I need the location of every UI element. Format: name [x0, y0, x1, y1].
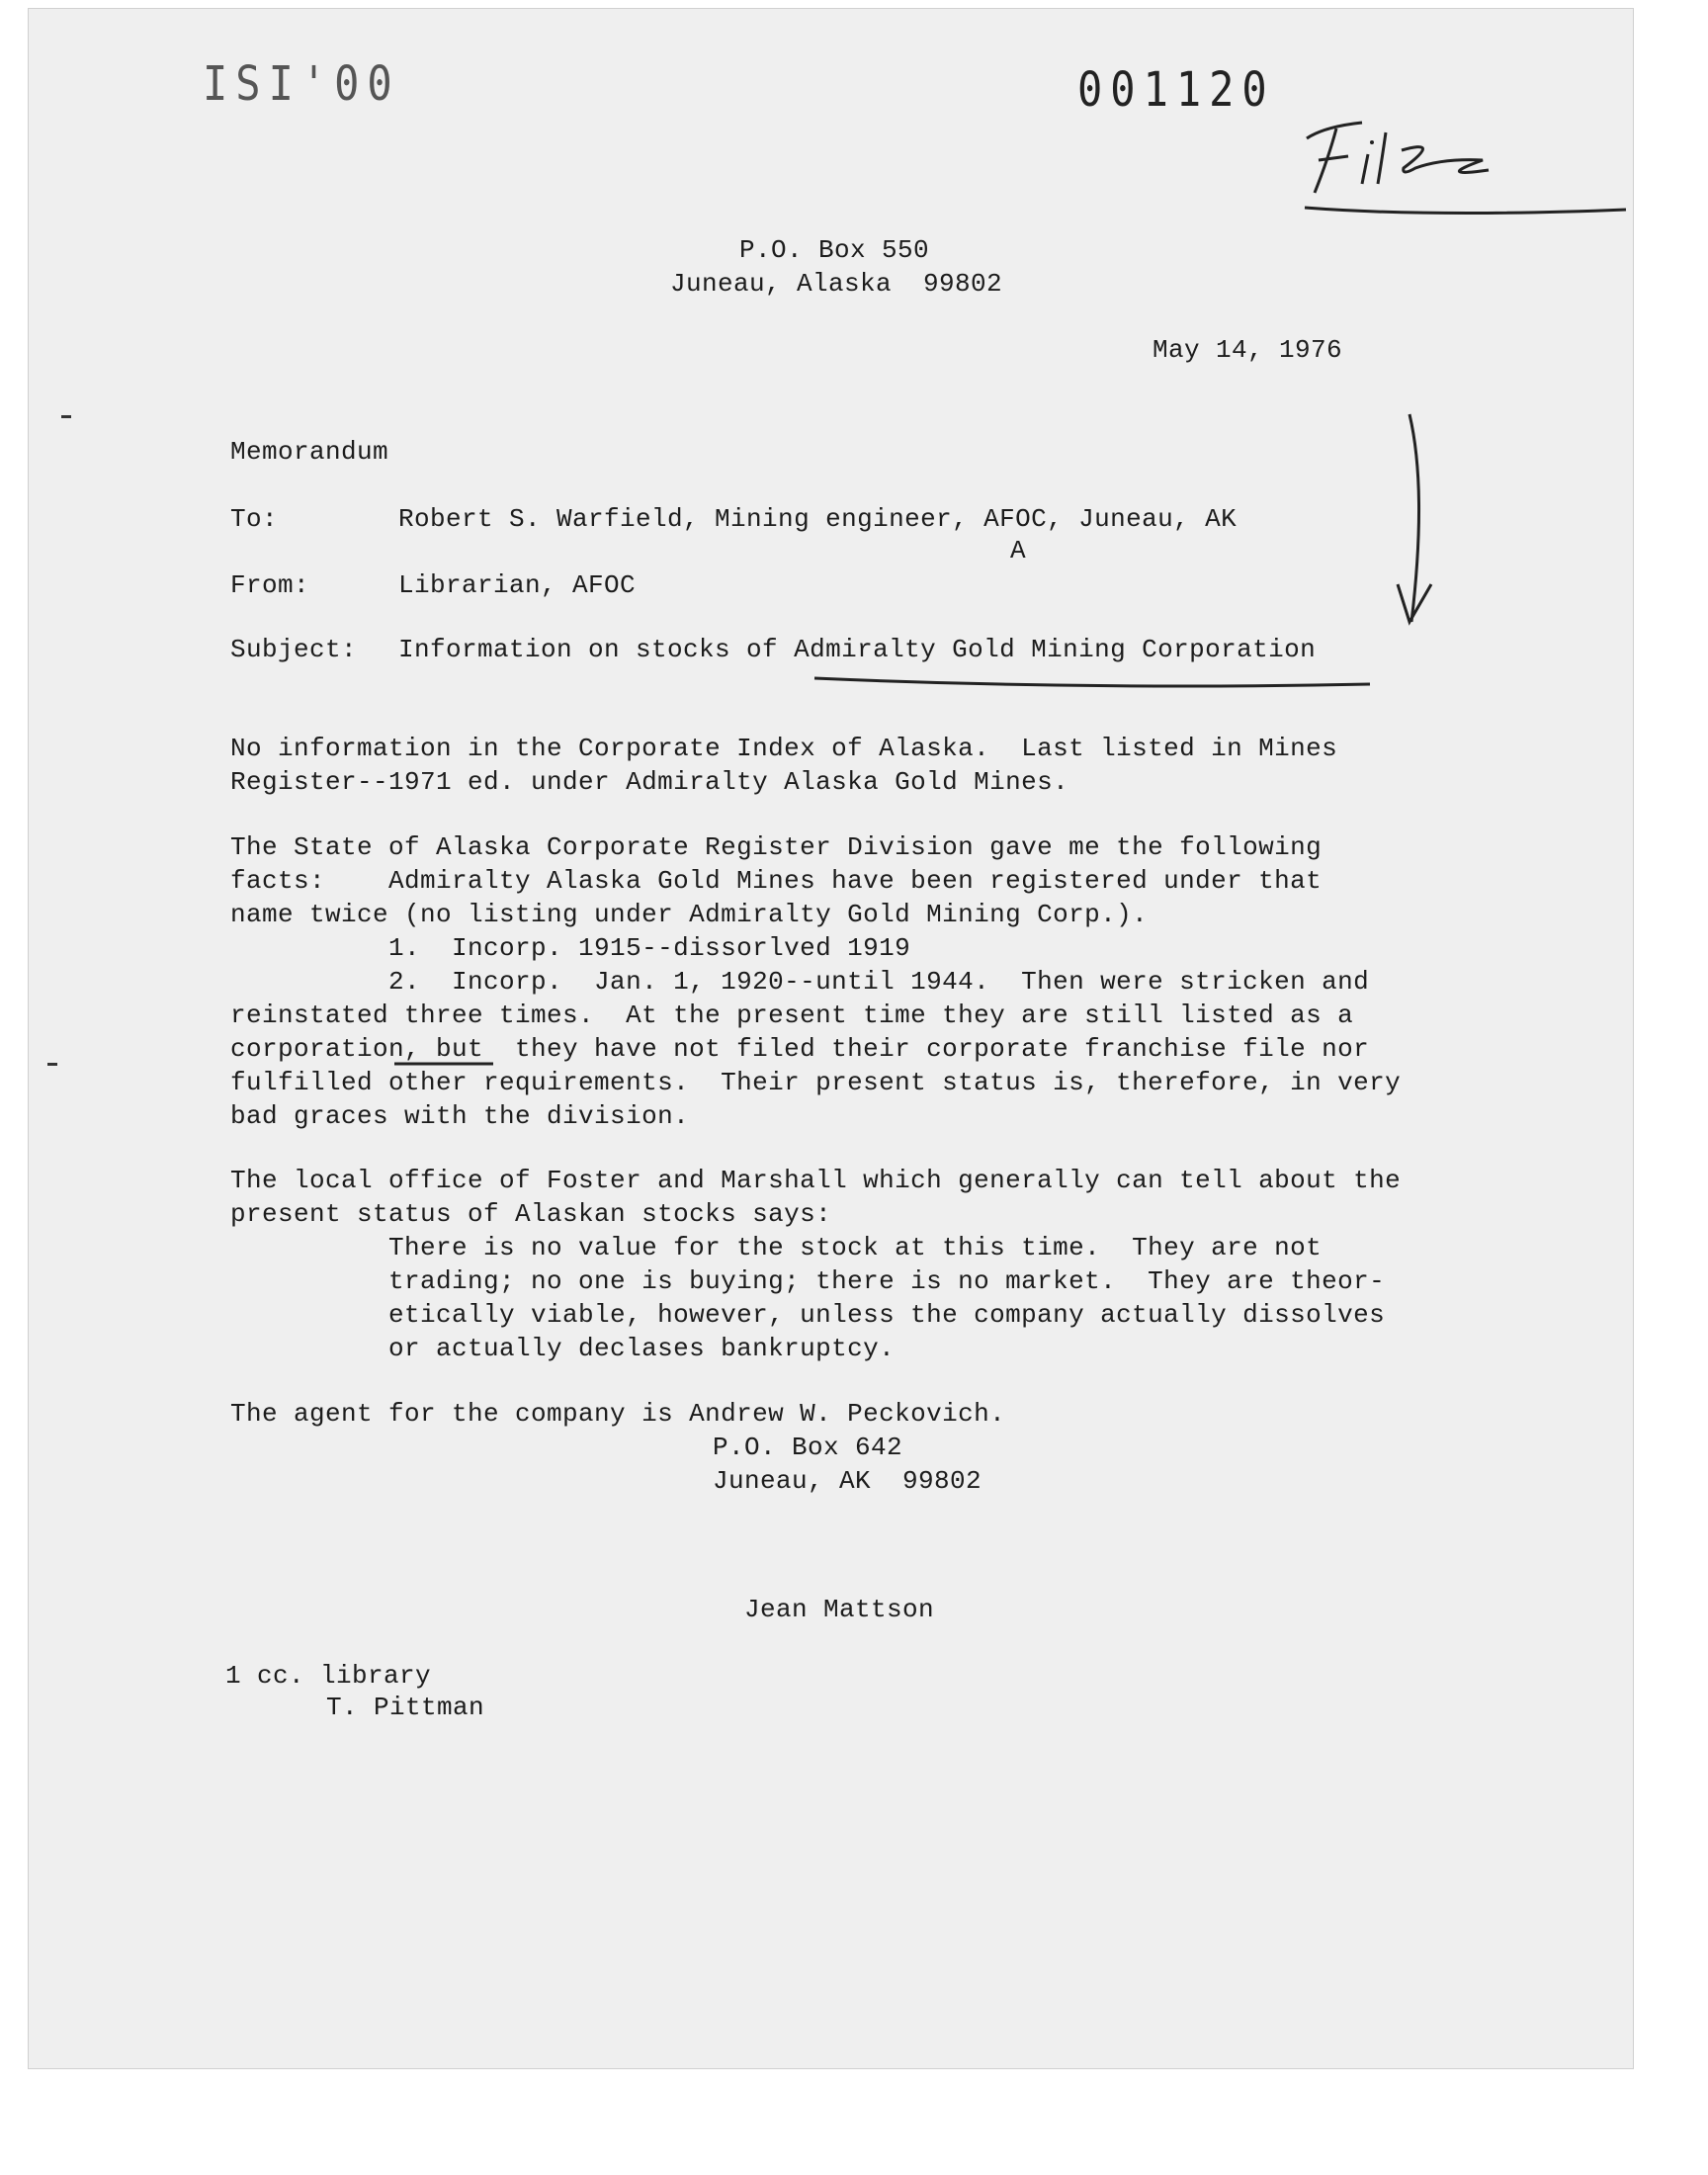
para2-line5: 2. Incorp. Jan. 1, 1920--until 1944. Then were stricken and: [230, 967, 1370, 997]
to-label: To:: [230, 504, 279, 534]
handwritten-file-note: [1285, 99, 1641, 227]
para3-line5: etically viable, however, unless the company actually dissolves: [230, 1300, 1386, 1330]
from-label: From:: [230, 570, 310, 600]
subject-value: Information on stocks of Admiralty Gold Mining Corporation: [398, 635, 1317, 664]
stamp-number-left: ISI'00: [203, 55, 400, 112]
sender-address-line2: Juneau, Alaska 99802: [670, 269, 1003, 299]
from-value: Librarian, AFOC: [398, 570, 637, 600]
para2-line4: 1. Incorp. 1915--dissorlved 1919: [230, 933, 911, 963]
scan-mark: [47, 1063, 57, 1066]
para2-line6: reinstated three times. At the present time they are still listed as a: [230, 1000, 1354, 1030]
para2-line7: corporation, but they have not filed their corporate franchise file nor: [230, 1034, 1370, 1064]
signature-name: Jean Mattson: [744, 1595, 935, 1624]
para1-line1: No information in the Corporate Index of Alaska. Last listed in Mines: [230, 734, 1338, 763]
para3-line1: The local office of Foster and Marshall which generally can tell about the: [230, 1166, 1402, 1195]
para2-line8: fulfilled other requirements. Their present status is, therefore, in very: [230, 1068, 1402, 1097]
cc-line2: T. Pittman: [326, 1693, 485, 1722]
scan-mark: [61, 415, 71, 418]
page-margin: [0, 2069, 1708, 2175]
para2-line3: name twice (no listing under Admiralty Gold Mining Corp.).: [230, 900, 1149, 929]
agent-line: The agent for the company is Andrew W. Peckovich.: [230, 1399, 1006, 1429]
memo-date: May 14, 1976: [1153, 335, 1343, 365]
cc-line1: 1 cc. library: [225, 1661, 432, 1691]
para2-line1: The State of Alaska Corporate Register Division gave me the following: [230, 832, 1323, 862]
arrow-icon: [1384, 410, 1443, 638]
handwritten-insert-mark: A: [1010, 536, 1027, 566]
agent-address-line2: Juneau, AK 99802: [713, 1466, 982, 1496]
sender-address-line1: P.O. Box 550: [739, 235, 930, 265]
memo-heading: Memorandum: [230, 437, 389, 467]
para2-line2: facts: Admiralty Alaska Gold Mines have been registered under that: [230, 866, 1323, 896]
para3-line4: trading; no one is buying; there is no market. They are theor-: [230, 1266, 1386, 1296]
para3-line3: There is no value for the stock at this time. They are not: [230, 1233, 1323, 1262]
subject-label: Subject:: [230, 635, 358, 664]
para2-line9: bad graces with the division.: [230, 1101, 690, 1131]
para3-line2: present status of Alaskan stocks says:: [230, 1199, 832, 1229]
to-value: Robert S. Warfield, Mining engineer, AFOC, Juneau, AK: [398, 504, 1238, 534]
para1-line2: Register--1971 ed. under Admiralty Alaska Gold Mines.: [230, 767, 1069, 797]
para3-line6: or actually declases bankruptcy.: [230, 1334, 896, 1363]
stamp-number-right: 001120: [1077, 61, 1275, 118]
agent-address-line1: P.O. Box 642: [713, 1433, 903, 1462]
handwritten-underline: [811, 662, 1374, 702]
handwritten-underline-but: [390, 1058, 499, 1070]
